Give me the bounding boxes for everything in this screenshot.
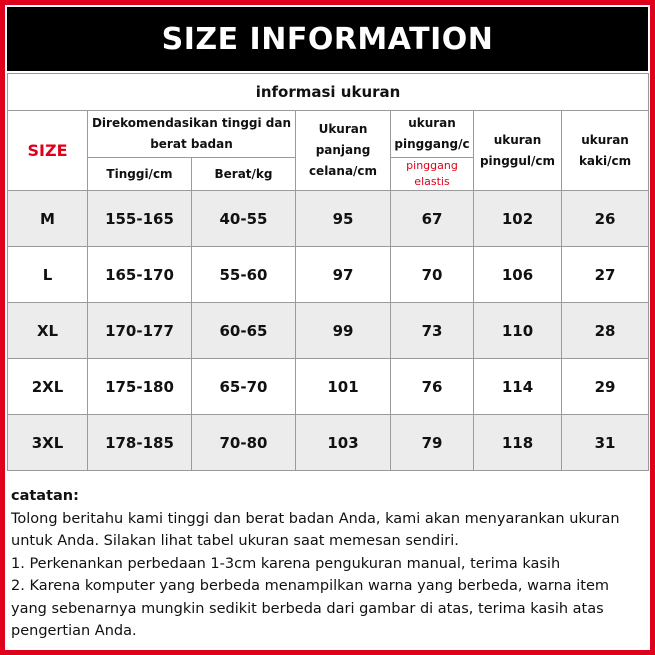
hip-header: ukuran pinggul/cm [474,111,562,191]
notes-section [11,485,643,643]
size-cell: 3XL [8,415,88,471]
notes-item-1: 1. Perkenankan perbedaan 1-3cm karena pengukuran manual, terima kasih [11,555,561,572]
table-row [8,191,649,247]
foot-header: ukuran kaki/cm [562,111,649,191]
hip-cell: 118 [474,415,562,471]
height-header: Tinggi/cm [88,158,192,191]
length-header: Ukuran panjang celana/cm [296,111,391,191]
hip-cell: 102 [474,191,562,247]
table-subtitle: informasi ukuran [8,74,649,111]
notes-title: catatan: [11,488,79,504]
size-cell: L [8,247,88,303]
size-table [7,73,649,471]
table-row [8,247,649,303]
weight-cell: 60-65 [192,303,296,359]
hip-cell: 110 [474,303,562,359]
length-cell: 103 [296,415,391,471]
waist-cell: 73 [391,303,474,359]
length-cell: 101 [296,359,391,415]
height-cell: 155-165 [88,191,192,247]
page-title: SIZE INFORMATION [7,7,648,71]
length-cell: 95 [296,191,391,247]
size-cell: 2XL [8,359,88,415]
waist-cell: 70 [391,247,474,303]
weight-cell: 65-70 [192,359,296,415]
foot-cell: 26 [562,191,649,247]
waist-cell: 76 [391,359,474,415]
weight-cell: 55-60 [192,247,296,303]
foot-cell: 31 [562,415,649,471]
size-column-header: SIZE [8,111,88,191]
notes-intro: Tolong beritahu kami tinggi dan berat badan Anda, kami akan menyarankan ukuran untuk Anda. Silakan lihat tabel ukuran saat memesan sendiri. [11,510,620,549]
size-cell: XL [8,303,88,359]
hip-cell: 114 [474,359,562,415]
hip-cell: 106 [474,247,562,303]
size-cell: M [8,191,88,247]
waist-header: ukuran pinggang/c [391,111,474,158]
size-chart-card [5,5,650,650]
foot-cell: 28 [562,303,649,359]
recommend-header: Direkomendasikan tinggi dan berat badan [88,111,296,158]
waist-cell: 79 [391,415,474,471]
height-cell: 170-177 [88,303,192,359]
table-row [8,303,649,359]
notes-item-2: 2. Karena komputer yang berbeda menampilkan warna yang berbeda, warna item yang sebenarnya mungkin sedikit berbeda dari gambar di atas, terima kasih atas pengertian Anda. [11,578,610,639]
table-row [8,415,649,471]
height-cell: 175-180 [88,359,192,415]
table-row [8,359,649,415]
length-cell: 97 [296,247,391,303]
foot-cell: 27 [562,247,649,303]
weight-cell: 40-55 [192,191,296,247]
foot-cell: 29 [562,359,649,415]
length-cell: 99 [296,303,391,359]
height-cell: 165-170 [88,247,192,303]
waist-elastic-note: pinggang elastis [391,158,474,191]
height-cell: 178-185 [88,415,192,471]
weight-header: Berat/kg [192,158,296,191]
waist-cell: 67 [391,191,474,247]
weight-cell: 70-80 [192,415,296,471]
